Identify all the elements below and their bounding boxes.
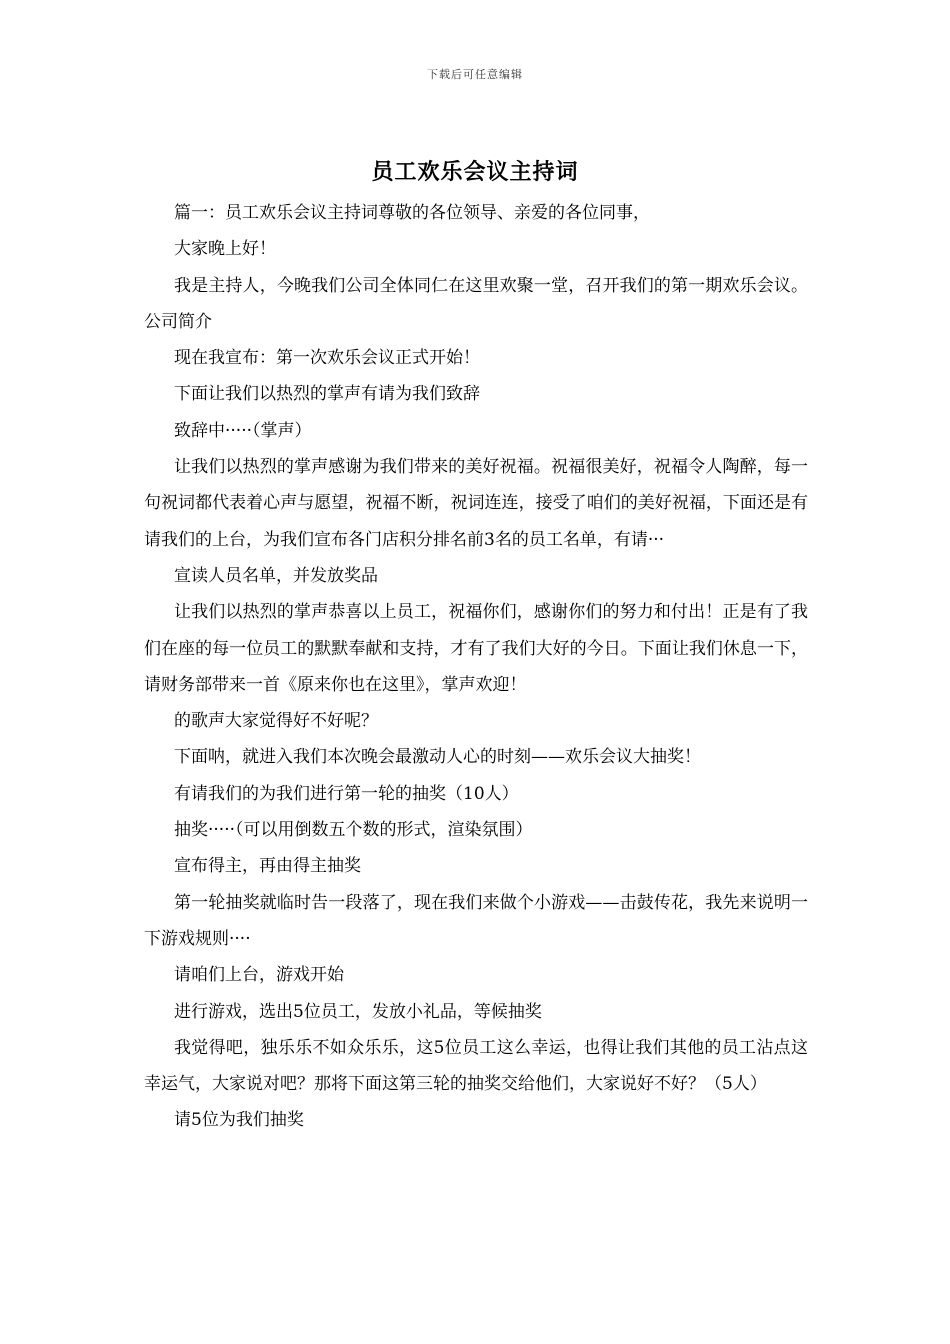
document-body <box>144 195 808 1139</box>
paragraph: 大家晚上好！ <box>174 239 276 260</box>
paragraph: 下面呐，就进入我们本次晚会最激动人心的时刻——欢乐会议大抽奖！ <box>174 747 701 768</box>
header-note: 下载后可任意编辑 <box>427 68 523 81</box>
paragraph: 下面让我们以热烈的掌声有请为我们致辞 <box>174 384 480 405</box>
paragraph: 宣读人员名单，并发放奖品 <box>174 565 378 586</box>
paragraph: 宣布得主，再由得主抽奖 <box>174 856 361 877</box>
paragraph: 的歌声大家觉得好不好呢？ <box>174 711 378 732</box>
paragraph: 有请我们的为我们进行第一轮的抽奖（10人） <box>174 783 519 804</box>
paragraph: 致辞中·····（掌声） <box>174 420 312 441</box>
paragraph: 现在我宣布：第一次欢乐会议正式开始！ <box>174 348 480 369</box>
paragraph: 我是主持人，今晚我们公司全体同仁在这里欢聚一堂，召开我们的第一期欢乐会议。 公司简介 <box>144 275 808 332</box>
paragraph: 抽奖·····（可以用倒数五个数的形式，渲染氛围） <box>174 820 533 841</box>
paragraph: 进行游戏，选出5位员工，发放小礼品，等候抽奖 <box>174 1001 542 1022</box>
paragraph: 请咱们上台，游戏开始 <box>174 965 344 986</box>
paragraph: 我觉得吧，独乐乐不如众乐乐，这5位员工这么幸运，也得让我们其他的员工沾点这幸运气，大家说对吧？那将下面这第三轮的抽奖交给他们，大家说好不好？（5人） <box>144 1037 808 1095</box>
document-title: 员工欢乐会议主持词 <box>371 159 579 185</box>
paragraph: 请5位为我们抽奖 <box>174 1110 304 1131</box>
paragraph: 篇一：员工欢乐会议主持词尊敬的各位领导、亲爱的各位同事， <box>174 203 650 223</box>
paragraph: 让我们以热烈的掌声感谢为我们带来的美好祝福。祝福很美好，祝福令人陶醉，每一句祝词都代表着心声与愿望，祝福不断，祝词连连，接受了咱们的美好祝福，下面还是有请我们的上台，为我们宣布各门店积分排名前3名的员工名单，有请··· <box>144 457 808 550</box>
paragraph: 第一轮抽奖就临时告一段落了，现在我们来做个小游戏——击鼓传花，我先来说明一下游戏规则···· <box>144 892 808 949</box>
paragraph: 让我们以热烈的掌声恭喜以上员工，祝福你们，感谢你们的努力和付出！正是有了我们在座的每一位员工的默默奉献和支持，才有了我们大好的今日。下面让我们休息一下，请财务部带来一首《原来你也在这里》，掌声欢迎！ <box>144 602 808 695</box>
